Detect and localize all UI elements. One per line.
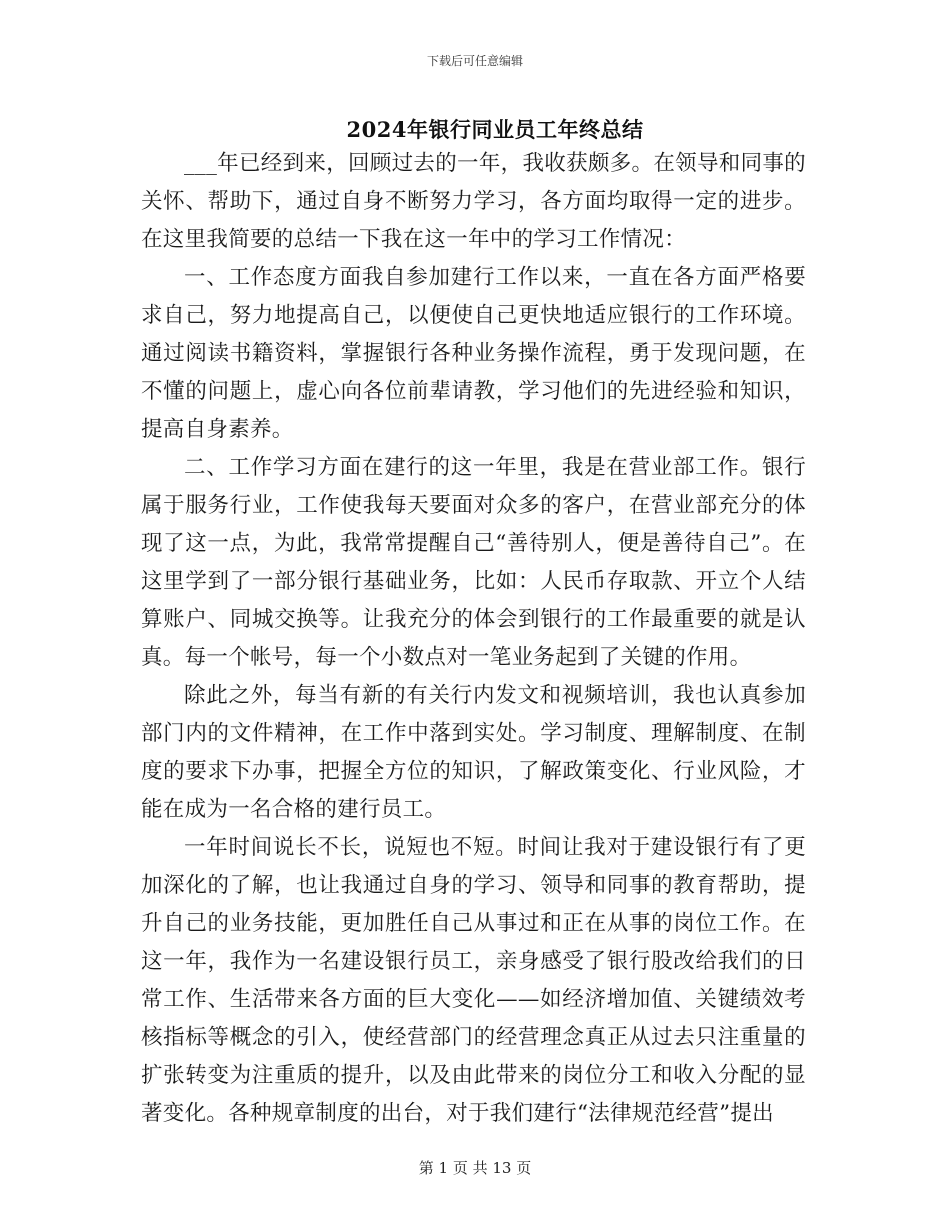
document-body	[141, 145, 806, 1133]
document-title: 2024年银行同业员工年终总结	[346, 117, 644, 142]
page-number: 第 1 页 共 13 页	[418, 1159, 532, 1177]
body-paragraph: 一、工作态度方面我自参加建行工作以来，一直在各方面严格要求自己，努力地提高自己，以便使自己更快地适应银行的工作环境。通过阅读书籍资料，掌握银行各种业务操作流程，勇于发现问题，在不懂的问题上，虚心向各位前辈请教，学习他们的先进经验和知识，提高自身素养。	[141, 265, 806, 442]
body-paragraph: 一年时间说长不长，说短也不短。时间让我对于建设银行有了更加深化的了解，也让我通过自身的学习、领导和同事的教育帮助，提升自己的业务技能，更加胜任自己从事过和正在从事的岗位工作。在这一年，我作为一名建设银行员工，亲身感受了银行股改给我们的日常工作、生活带来各方面的巨大变化——如经济增加值、关键绩效考核指标等概念的引入，使经营部门的经营理念真正从过去只注重量的扩张转变为注重质的提升，以及由此带来的岗位分工和收入分配的显著变化。各种规章制度的出台，对于我们建行“法律规范经营”提出	[141, 835, 806, 1126]
body-paragraph: 除此之外，每当有新的有关行内发文和视频培训，我也认真参加部门内的文件精神，在工作中落到实处。学习制度、理解制度、在制度的要求下办事，把握全方位的知识，了解政策变化、行业风险，才能在成为一名合格的建行员工。	[141, 683, 806, 822]
body-paragraph: ___年已经到来，回顾过去的一年，我收获颇多。在领导和同事的关怀、帮助下，通过自身不断努力学习，各方面均取得一定的进步。在这里我简要的总结一下我在这一年中的学习工作情况：	[141, 151, 806, 252]
body-paragraph: 二、工作学习方面在建行的这一年里，我是在营业部工作。银行属于服务行业，工作使我每天要面对众多的客户，在营业部充分的体现了这一点，为此，我常常提醒自己“善待别人，便是善待自己”。在这里学到了一部分银行基础业务，比如：人民币存取款、开立个人结算账户、同城交换等。让我充分的体会到银行的工作最重要的就是认真。每一个帐号，每一个小数点对一笔业务起到了关键的作用。	[141, 455, 806, 670]
header-note: 下载后可任意编辑	[426, 54, 523, 68]
